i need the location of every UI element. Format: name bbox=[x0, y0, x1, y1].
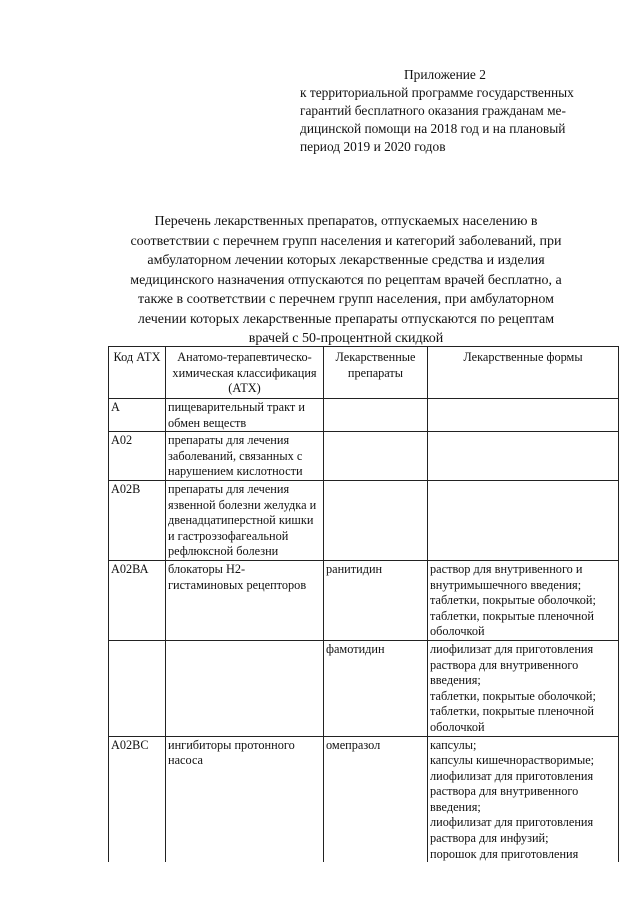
title-line: амбулаторном лечении которых лекарственные средства и изделия bbox=[147, 253, 545, 268]
title-line: Перечень лекарственных препаратов, отпускаемых населению в bbox=[154, 214, 538, 229]
title-line: также в соответствии с перечнем групп населения, при амбулаторном bbox=[138, 292, 554, 307]
cell-drug: ранитидин bbox=[324, 560, 428, 640]
cell-forms: лиофилизат для приготовления раствора для внутривенного введения; таблетки, покрытые оболочкой; таблетки, покрытые пленочной оболочкой bbox=[428, 640, 619, 736]
cell-code: А02ВА bbox=[109, 560, 166, 640]
appendix-line: к территориальной программе государственных bbox=[300, 85, 574, 100]
appendix-header bbox=[300, 66, 620, 156]
cell-classification: пищеварительный тракт и обмен веществ bbox=[166, 399, 324, 432]
header-forms: Лекарственные формы bbox=[428, 347, 619, 399]
appendix-title: Приложение 2 bbox=[404, 67, 486, 82]
cell-drug bbox=[324, 432, 428, 481]
cell-classification: ингибиторы протонного насоса bbox=[166, 736, 324, 862]
header-code: Код АТХ bbox=[109, 347, 166, 399]
drug-table bbox=[108, 346, 619, 862]
cell-drug bbox=[324, 399, 428, 432]
table-row bbox=[109, 432, 619, 481]
title-line: лечении которых лекарственные препараты отпускаются по рецептам bbox=[137, 311, 555, 327]
title-line: медицинского назначения отпускаются по рецептам врачей бесплатно, а bbox=[130, 272, 562, 288]
cell-drug: омепразол bbox=[324, 736, 428, 862]
cell-code: А bbox=[109, 399, 166, 432]
table-row bbox=[109, 736, 619, 862]
table-row bbox=[109, 640, 619, 736]
cell-classification: препараты для лечения язвенной болезни желудка и двенадцатиперстной кишки и гастроэзофагеальной рефлюксной болезни bbox=[166, 480, 324, 560]
appendix-line: гарантий бесплатного оказания гражданам ме- bbox=[300, 103, 566, 118]
cell-forms bbox=[428, 399, 619, 432]
cell-code: А02 bbox=[109, 432, 166, 481]
table-row bbox=[109, 560, 619, 640]
cell-code: А02ВС bbox=[109, 736, 166, 862]
cell-forms: капсулы; капсулы кишечнорастворимые; лиофилизат для приготовления раствора для внутривенного введения; лиофилизат для приготовления раствора для инфузий; порошок для приготовления bbox=[428, 736, 619, 862]
title-line: соответствии с перечнем групп населения и категорий заболеваний, при bbox=[130, 233, 562, 249]
cell-forms: раствор для внутривенного и внутримышечного введения; таблетки, покрытые оболочкой; таблетки, покрытые пленочной оболочкой bbox=[428, 560, 619, 640]
header-classification: Анатомо-терапевтическо- химическая классификация (АТХ) bbox=[166, 347, 324, 399]
table-row bbox=[109, 480, 619, 560]
cell-drug: фамотидин bbox=[324, 640, 428, 736]
table-header-row bbox=[109, 347, 619, 399]
document-title bbox=[100, 212, 592, 349]
cell-classification: препараты для лечения заболеваний, связанных с нарушением кислотности bbox=[166, 432, 324, 481]
title-line: врачей с 50-процентной скидкой bbox=[248, 331, 444, 346]
table-row bbox=[109, 399, 619, 432]
header-drugs: Лекарственные препараты bbox=[324, 347, 428, 399]
cell-code bbox=[109, 640, 166, 736]
cell-forms bbox=[428, 432, 619, 481]
appendix-line: дицинской помощи на 2018 год и на плановый bbox=[300, 121, 566, 136]
cell-classification bbox=[166, 640, 324, 736]
cell-drug bbox=[324, 480, 428, 560]
cell-classification: блокаторы Н2- гистаминовых рецепторов bbox=[166, 560, 324, 640]
cell-code: А02В bbox=[109, 480, 166, 560]
appendix-line: период 2019 и 2020 годов bbox=[300, 139, 446, 154]
cell-forms bbox=[428, 480, 619, 560]
